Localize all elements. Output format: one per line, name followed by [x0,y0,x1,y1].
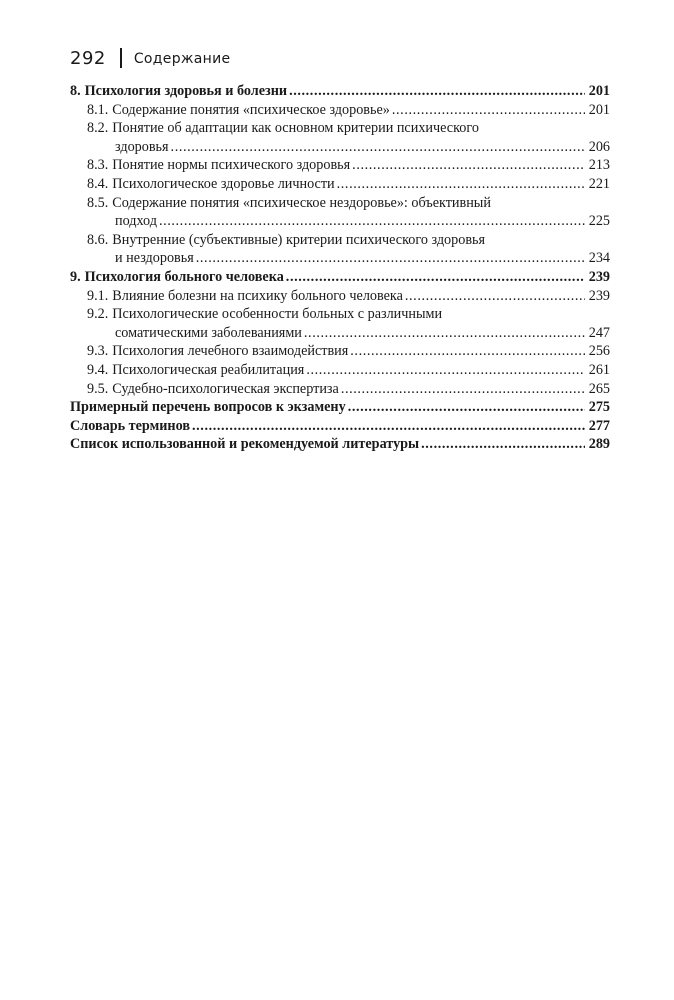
toc-number: 8.5. [87,194,109,211]
page-number: 292 [70,47,106,69]
toc-page: 213 [588,157,610,174]
toc-number: 8.1. [87,101,109,118]
dot-leader [289,82,585,101]
dot-leader [350,342,585,361]
toc-item-8-5[interactable] [70,194,610,231]
dot-leader [348,398,585,417]
toc-item-9-5[interactable] [70,380,610,399]
toc-title-line1: Понятие об адаптации как основном критерии психического [112,120,479,137]
toc-item-8-3[interactable] [70,156,610,175]
toc-title: Психологическая реабилитация [112,361,305,378]
toc-title: Судебно-психологическая экспертиза [112,380,339,397]
toc-title: Понятие нормы психического здоровья [112,157,351,174]
toc-title-line1: Содержание понятия «психическое нездоровье»: объективный [112,194,491,211]
toc-page: 239 [588,287,610,304]
toc-page: 277 [588,417,610,434]
toc-title-line2: здоровья [115,138,169,155]
toc-title-line1: Внутренние (субъективные) критерии психического здоровья [112,231,486,248]
toc-title: Психология лечебного взаимодействия [112,343,349,360]
toc-page: 261 [588,361,610,378]
toc-page: 256 [588,343,610,360]
running-head [70,45,230,71]
table-of-contents [70,82,610,454]
toc-title-line1: Психологические особенности больных с различными [112,306,443,323]
toc-number: 8.2. [87,120,109,137]
toc-title: Содержание понятия «психическое здоровье» [112,101,390,118]
toc-title: Примерный перечень вопросов к экзамену [70,399,346,416]
toc-page: 221 [588,175,610,192]
toc-title: Словарь терминов [70,417,190,434]
toc-item-9-3[interactable] [70,342,610,361]
dot-leader [159,212,585,231]
toc-page: 289 [588,436,610,453]
toc-item-8-1[interactable] [70,101,610,120]
toc-title: Психология больного человека [84,268,284,285]
toc-number: 8.6. [87,231,109,248]
toc-page: 247 [588,324,610,341]
dot-leader [337,175,585,194]
toc-number: 9.5. [87,380,109,397]
toc-page: 225 [588,213,610,230]
toc-chapter-9[interactable] [70,268,610,287]
toc-title: Психологическое здоровье личности [112,175,335,192]
toc-title: Психология здоровья и болезни [84,83,288,99]
dot-leader [196,249,585,268]
section-title: Содержание [133,50,231,67]
toc-title: Список использованной и рекомендуемой литературы [70,436,420,453]
dot-leader [405,287,585,306]
dot-leader [421,435,585,454]
toc-item-8-2[interactable] [70,119,610,156]
toc-number: 9.3. [87,343,109,360]
toc-item-9-1[interactable] [70,287,610,306]
dot-leader [352,156,585,175]
toc-chapter-8[interactable] [70,82,610,101]
toc-bibliography[interactable] [70,435,610,454]
toc-page: 239 [588,268,610,285]
toc-number: 9.2. [87,306,109,323]
toc-title: Влияние болезни на психику больного человека [112,287,403,304]
dot-leader [392,101,585,120]
toc-item-9-2[interactable] [70,305,610,342]
toc-page: 206 [588,138,610,155]
toc-item-9-4[interactable] [70,361,610,380]
toc-number: 9.1. [87,287,109,304]
dot-leader [192,417,585,436]
toc-title-line2: и нездоровья [115,250,194,267]
toc-number: 8.3. [87,157,109,174]
toc-number: 9.4. [87,361,109,378]
toc-number: 8.4. [87,175,109,192]
toc-glossary[interactable] [70,417,610,436]
dot-leader [304,324,585,343]
toc-page: 275 [588,399,610,416]
toc-page: 201 [588,101,610,118]
dot-leader [341,380,585,399]
toc-number: 9. [70,268,81,285]
toc-page: 201 [588,83,610,99]
toc-item-8-4[interactable] [70,175,610,194]
toc-page: 265 [588,380,610,397]
dot-leader [171,138,585,157]
dot-leader [286,268,585,287]
toc-item-8-6[interactable] [70,231,610,268]
toc-number: 8. [70,83,81,99]
dot-leader [306,361,585,380]
header-divider [120,48,122,68]
toc-exam-questions[interactable] [70,398,610,417]
toc-title-line2: соматическими заболеваниями [115,324,302,341]
toc-title-line2: подход [115,213,157,230]
toc-page: 234 [588,250,610,267]
